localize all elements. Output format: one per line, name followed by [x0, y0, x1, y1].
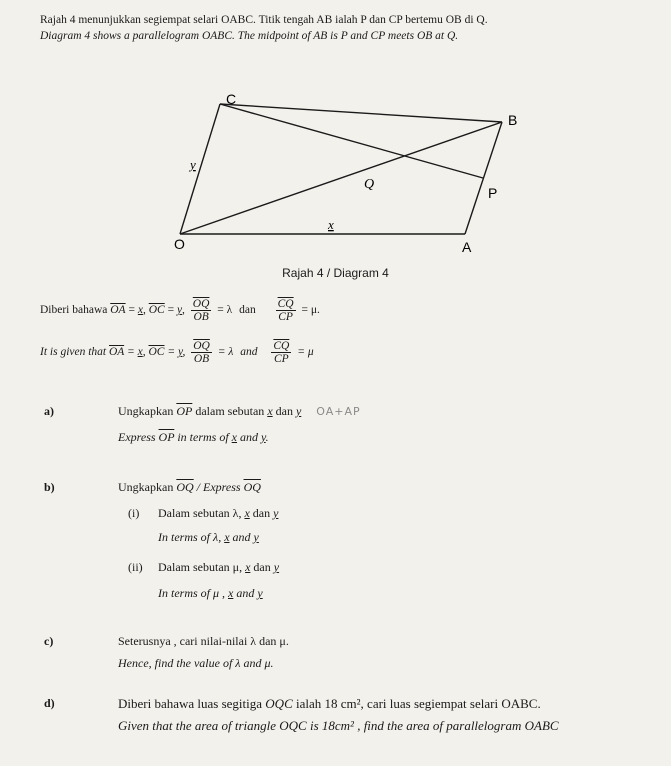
question-a-malay: Ungkapkan $\overline{OP}$ dalam sebutan x dan y OA+AP [118, 404, 361, 418]
edge-AB [465, 122, 502, 234]
question-d-english: Given that the area of triangle OQC is 18cm² , find the area of parallelogram OABC [118, 718, 559, 733]
diagram-caption: Rajah 4 / Diagram 4 [282, 266, 389, 280]
question-c-label: c) [44, 634, 54, 648]
label-C: C [226, 92, 237, 107]
vector-y-label: y [190, 157, 196, 172]
given-malay: Diberi bahawa $\overline{OA} = x$, $\overline{OC} = y$, $\frac{\overline{OQ}}{OB}$ = λ dan $\frac{\overline{CQ}}{CP}$ = μ. [40, 298, 320, 323]
question-d-malay: Diberi bahawa luas segitiga OQC ialah 18 cm², cari luas segiempat selari OABC. [118, 696, 541, 711]
question-b-i-malay: Dalam sebutan λ, x dan y [158, 506, 279, 520]
label-A: A [462, 239, 472, 255]
line-CP [220, 104, 483, 178]
parallelogram-diagram [150, 92, 530, 262]
question-a-label: a) [44, 404, 54, 418]
question-b-heading: Ungkapkan $\overline{OQ}$ / Express $\overline{OQ}$ [118, 480, 261, 494]
edge-BC [220, 104, 502, 122]
question-b-label: b) [44, 480, 55, 494]
intro-malay: Rajah 4 menunjukkan segiempat selari OABC. Titik tengah AB ialah P dan CP bertemu OB di Q. [40, 14, 488, 26]
question-b-i-label: (i) [128, 506, 140, 520]
given-english: It is given that $\overline{OA} = x$, $\overline{OC} = y$, $\frac{\overline{OQ}}{OB}$ = λ and $\frac{\overline{CQ}}{CP}$ = μ [40, 340, 314, 365]
label-B: B [508, 112, 518, 128]
question-a-english: Express $\overline{OP}$ in terms of x and y. [118, 430, 269, 444]
diagonal-OB [180, 122, 502, 234]
vector-x-label: x [328, 217, 334, 232]
label-O: O [174, 236, 185, 252]
question-b-ii-english: In terms of μ , x and y [158, 586, 263, 600]
question-d-label: d) [44, 696, 55, 710]
question-c-malay: Seterusnya , cari nilai-nilai λ dan μ. [118, 634, 289, 648]
label-Q: Q [364, 177, 375, 192]
question-c-english: Hence, find the value of λ and μ. [118, 656, 274, 670]
question-b-ii-label: (ii) [128, 560, 143, 574]
question-b-i-english: In terms of λ, x and y [158, 530, 259, 544]
label-P: P [488, 185, 498, 201]
question-b-ii-malay: Dalam sebutan μ, x dan y [158, 560, 280, 574]
handwritten-note: OA+AP [316, 405, 361, 418]
edge-CO [180, 104, 220, 234]
intro-english: Diagram 4 shows a parallelogram OABC. The midpoint of AB is P and CP meets OB at Q. [40, 30, 459, 42]
